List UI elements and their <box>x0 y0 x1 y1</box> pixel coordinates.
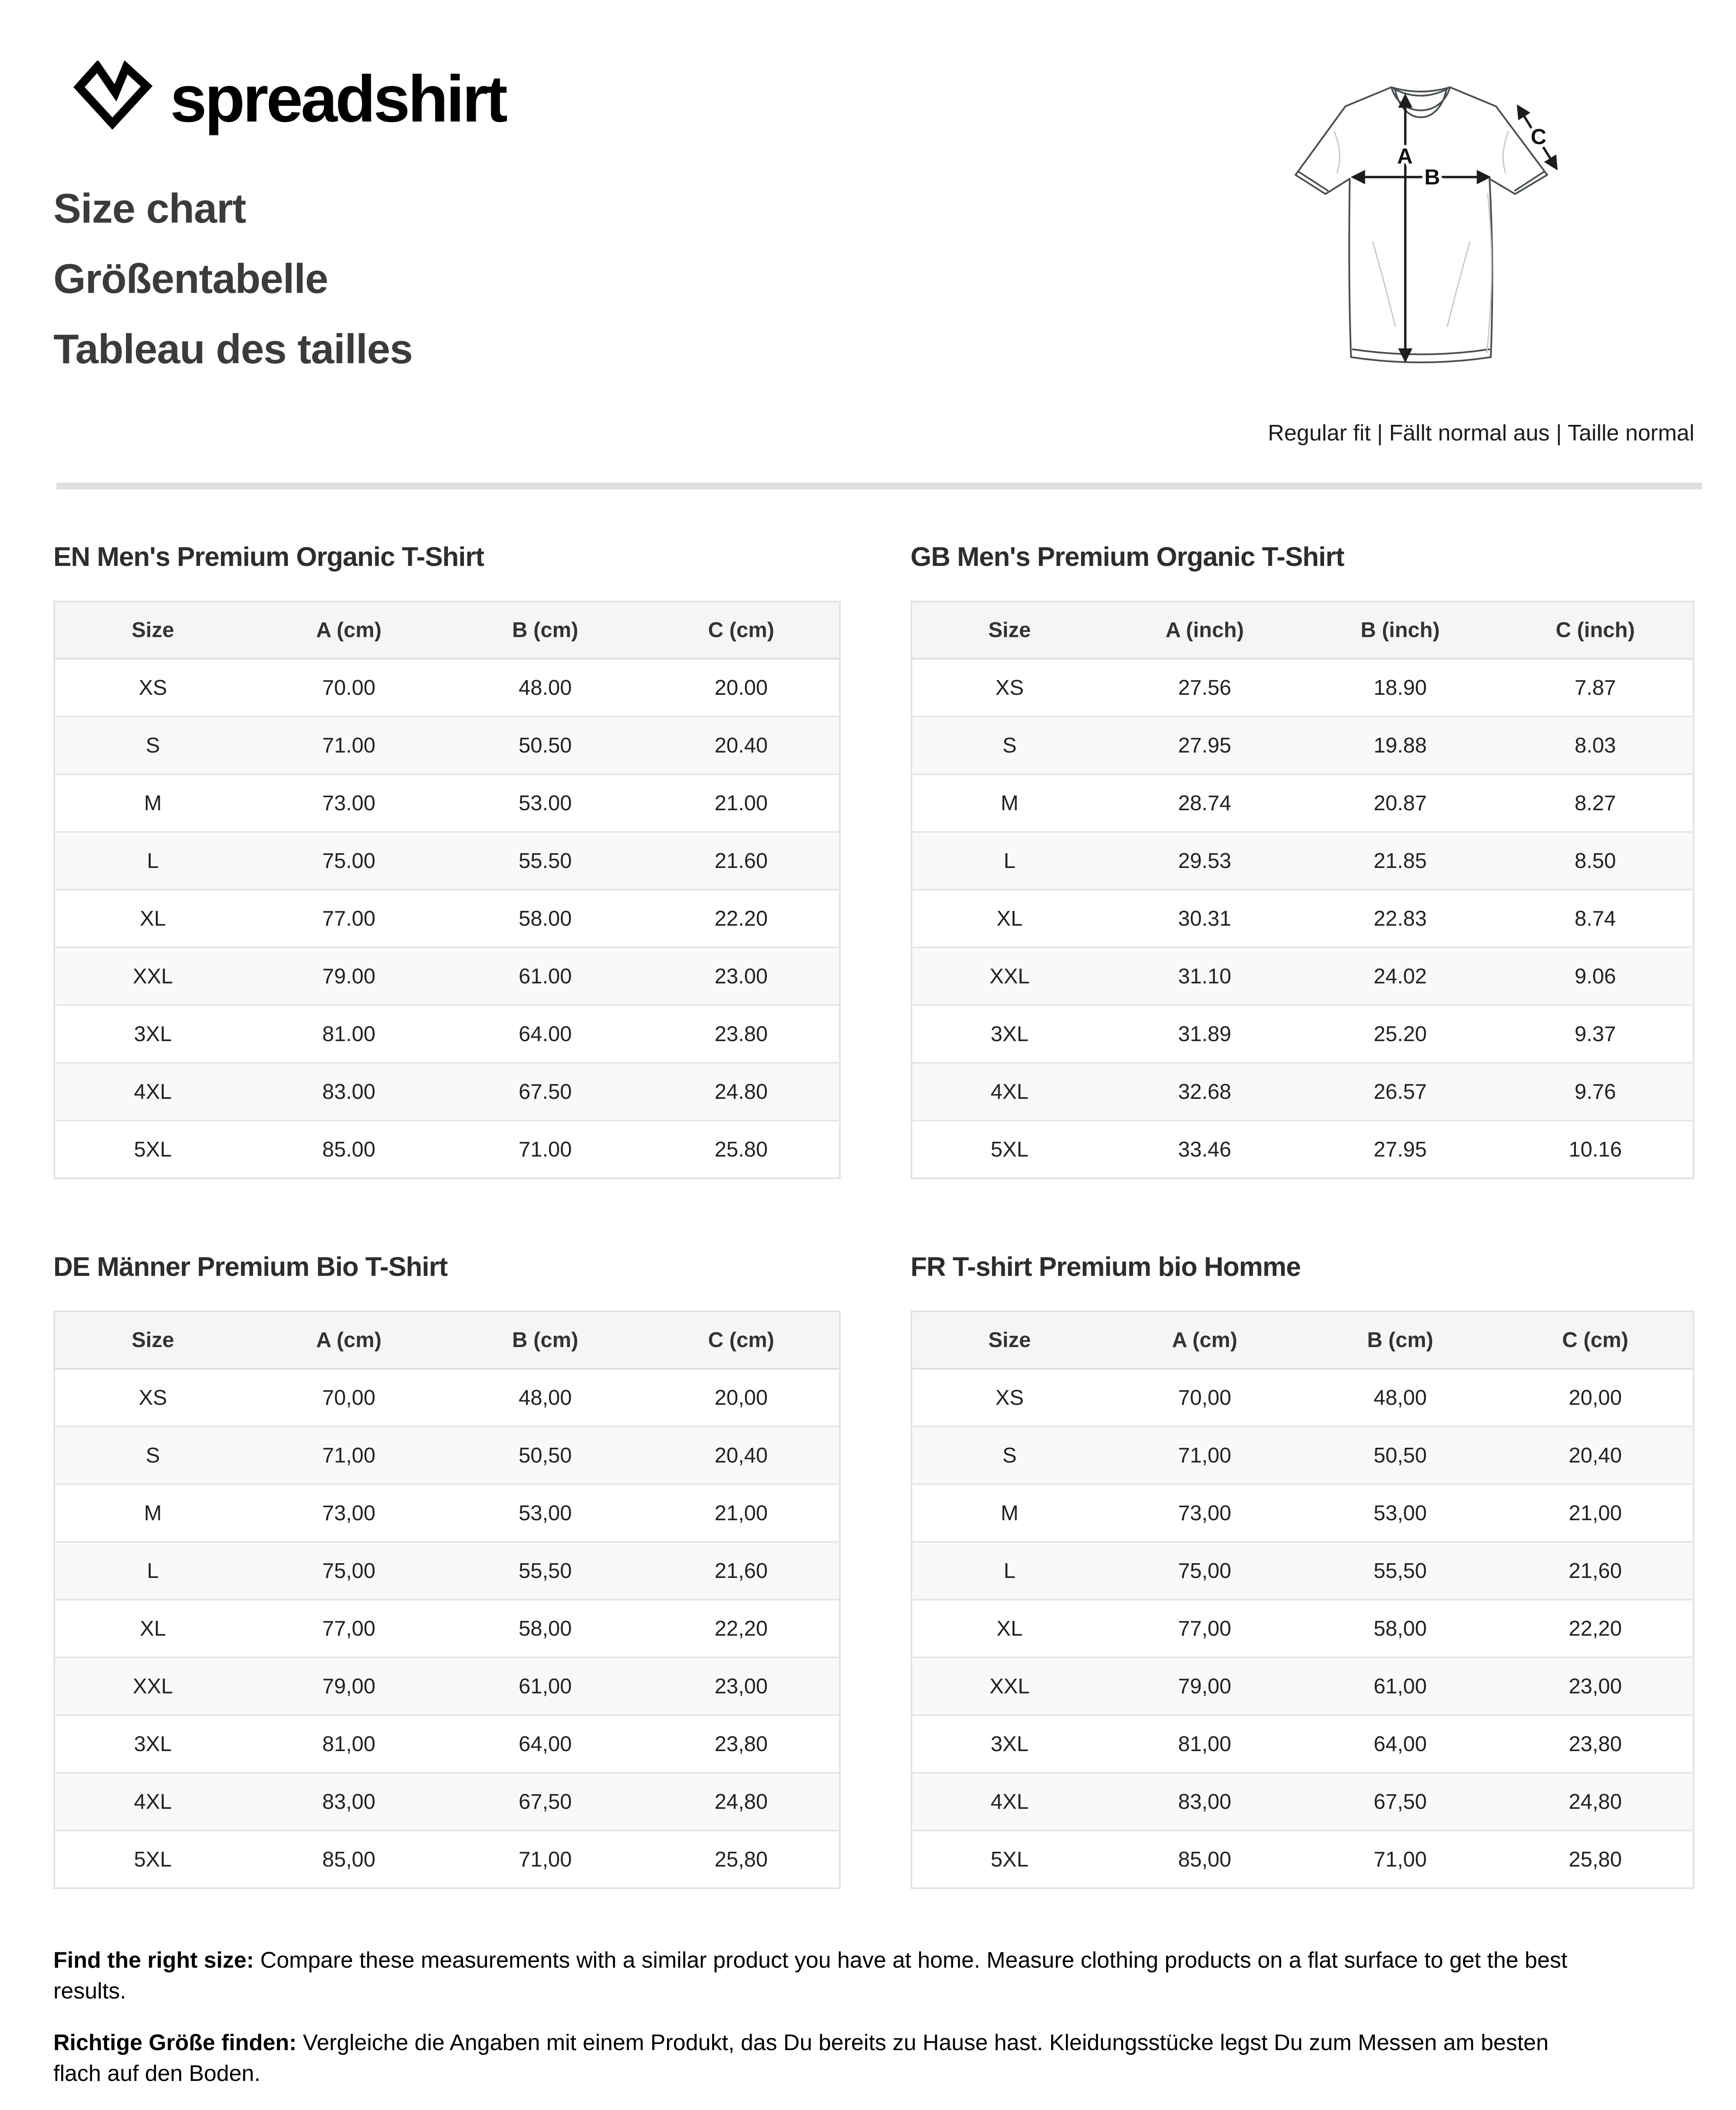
table-cell: 23,80 <box>1568 1732 1622 1756</box>
table-cell: S <box>145 733 160 757</box>
table-cell: 55.50 <box>518 849 572 873</box>
table-cell: 61,00 <box>518 1674 572 1698</box>
table-cell: 67,50 <box>1373 1790 1427 1814</box>
table-cell: 21.85 <box>1373 849 1427 873</box>
table-row <box>911 774 1693 832</box>
table-cell: 85,00 <box>322 1847 376 1871</box>
table-cell: 77,00 <box>1178 1617 1232 1640</box>
table-cell: 50,50 <box>1373 1443 1427 1467</box>
table-cell: 31.89 <box>1178 1022 1232 1046</box>
table-cell: 21.60 <box>714 849 768 873</box>
table-cell: 85,00 <box>1178 1847 1232 1871</box>
table-cell: XL <box>996 1617 1023 1640</box>
table-row <box>911 1600 1693 1657</box>
table-cell: 81,00 <box>322 1732 376 1756</box>
size-table-section-de <box>53 1252 841 1889</box>
table-title-de: DE Männer Premium Bio T-Shirt <box>53 1252 448 1282</box>
table-cell: 48.00 <box>518 676 572 700</box>
table-cell: 22,20 <box>714 1617 768 1640</box>
table-row <box>911 1831 1693 1888</box>
table-cell: 20,00 <box>1568 1386 1622 1410</box>
table-cell: XXL <box>132 964 173 988</box>
table-cell: 24,80 <box>714 1790 768 1814</box>
table-cell: 23,00 <box>1568 1674 1622 1698</box>
table-cell: 67.50 <box>518 1080 572 1104</box>
table-cell: 64.00 <box>518 1022 572 1046</box>
table-cell: XXL <box>132 1674 173 1698</box>
table-cell: 23.80 <box>714 1022 768 1046</box>
table-cell: 29.53 <box>1178 849 1232 873</box>
table-cell: 8.03 <box>1575 733 1616 757</box>
table-cell: 64,00 <box>1373 1732 1427 1756</box>
column-header: C (cm) <box>644 601 840 659</box>
table-header-row <box>911 1311 1693 1369</box>
table-cell: 25.80 <box>714 1137 768 1161</box>
column-header: Size <box>911 1311 1107 1369</box>
column-header: A (cm) <box>251 1311 447 1369</box>
table-cell: 79,00 <box>322 1674 376 1698</box>
table-cell: 5XL <box>134 1847 172 1871</box>
table-cell: 24.02 <box>1373 964 1427 988</box>
table-cell: 50.50 <box>518 733 572 757</box>
table-cell: S <box>1002 733 1017 757</box>
table-row <box>911 947 1693 1005</box>
table-cell: 81,00 <box>1178 1732 1232 1756</box>
sizing-help-de <box>53 2028 1572 2089</box>
table-cell: XL <box>140 1617 166 1640</box>
table-cell: 33.46 <box>1178 1137 1232 1161</box>
table-cell: 3XL <box>134 1732 172 1756</box>
table-row <box>911 1369 1693 1426</box>
table-cell: 77,00 <box>322 1617 376 1640</box>
table-cell: 32.68 <box>1178 1080 1232 1104</box>
table-cell: 83,00 <box>1178 1790 1232 1814</box>
table-row <box>54 1426 840 1484</box>
measurement-label-c: C <box>1530 125 1547 149</box>
table-cell: 75,00 <box>322 1559 376 1583</box>
table-cell: 79.00 <box>322 964 376 988</box>
table-cell: 23,00 <box>714 1674 768 1698</box>
section-divider <box>56 483 1702 490</box>
table-cell: 25.20 <box>1373 1022 1427 1046</box>
table-cell: 85.00 <box>322 1137 376 1161</box>
table-cell: 3XL <box>134 1022 172 1046</box>
table-cell: 71,00 <box>1373 1847 1427 1871</box>
table-cell: 30.31 <box>1178 907 1232 930</box>
table-cell: 24.80 <box>714 1080 768 1104</box>
table-cell: 27.95 <box>1178 733 1232 757</box>
size-table-section-en <box>53 542 841 1179</box>
size-table-fr <box>911 1311 1694 1889</box>
table-row <box>54 1121 840 1178</box>
column-header: A (cm) <box>1107 1311 1303 1369</box>
table-header-row <box>54 1311 840 1369</box>
table-row <box>54 1657 840 1715</box>
table-cell: 73.00 <box>322 791 376 815</box>
sizing-help-text <box>53 1945 1572 2110</box>
table-cell: 3XL <box>990 1022 1029 1046</box>
table-cell: 48,00 <box>1373 1386 1427 1410</box>
table-row <box>54 1542 840 1600</box>
table-cell: 31.10 <box>1178 964 1232 988</box>
table-cell: XXL <box>989 964 1030 988</box>
sizing-help-de-body: Vergleiche die Angaben mit einem Produkt, das Du bereits zu Hause hast. Kleidungsstücke legst Du zum Messen am besten flach auf den Boden. <box>53 2030 1549 2086</box>
table-cell: M <box>1000 791 1019 815</box>
table-row <box>54 1369 840 1426</box>
table-cell: 28.74 <box>1178 791 1232 815</box>
table-cell: L <box>1003 849 1016 873</box>
table-cell: 20.00 <box>714 676 768 700</box>
column-header: B (cm) <box>447 601 644 659</box>
table-cell: 27.95 <box>1373 1137 1427 1161</box>
table-cell: 50,50 <box>518 1443 572 1467</box>
table-cell: 8.50 <box>1575 849 1616 873</box>
table-cell: 70,00 <box>1178 1386 1232 1410</box>
column-header: B (cm) <box>1302 1311 1498 1369</box>
table-cell: XL <box>996 907 1023 930</box>
table-cell: XS <box>138 676 167 700</box>
table-cell: 21.00 <box>714 791 768 815</box>
table-cell: 70,00 <box>322 1386 376 1410</box>
table-cell: M <box>1000 1501 1019 1525</box>
table-cell: 5XL <box>990 1137 1029 1161</box>
page-title-group <box>53 174 413 385</box>
fit-note: Regular fit | Fällt normal aus | Taille normal <box>1268 421 1694 446</box>
table-cell: 10.16 <box>1568 1137 1622 1161</box>
table-row <box>911 1005 1693 1063</box>
table-cell: 53,00 <box>518 1501 572 1525</box>
column-header: B (inch) <box>1302 601 1498 659</box>
table-cell: 25,80 <box>1568 1847 1622 1871</box>
table-row <box>911 716 1693 774</box>
table-row <box>911 1773 1693 1831</box>
table-cell: 79,00 <box>1178 1674 1232 1698</box>
size-table-de <box>53 1311 841 1889</box>
table-cell: 58,00 <box>1373 1617 1427 1640</box>
table-row <box>911 1542 1693 1600</box>
table-row <box>54 1715 840 1773</box>
table-cell: 7.87 <box>1575 676 1616 700</box>
table-title-fr: FR T-shirt Premium bio Homme <box>911 1252 1301 1282</box>
table-cell: 8.27 <box>1575 791 1616 815</box>
sizing-help-en-lead: Find the right size: <box>53 1948 254 1973</box>
table-cell: XXL <box>989 1674 1030 1698</box>
table-row <box>911 890 1693 947</box>
table-cell: 23.00 <box>714 964 768 988</box>
table-row <box>911 1121 1693 1178</box>
page-title-de: Größentabelle <box>53 256 328 302</box>
table-row <box>54 832 840 890</box>
sizing-help-en <box>53 1945 1572 2007</box>
table-cell: 4XL <box>134 1790 172 1814</box>
table-cell: 48,00 <box>518 1386 572 1410</box>
table-cell: 22,20 <box>1568 1617 1622 1640</box>
measurement-label-b: B <box>1424 165 1440 189</box>
table-cell: XS <box>138 1386 167 1410</box>
table-cell: 23,80 <box>714 1732 768 1756</box>
column-header: Size <box>911 601 1107 659</box>
column-header: C (cm) <box>1498 1311 1694 1369</box>
column-header: Size <box>54 601 251 659</box>
table-cell: 19.88 <box>1373 733 1427 757</box>
table-cell: 20,00 <box>714 1386 768 1410</box>
table-cell: 83.00 <box>322 1080 376 1104</box>
table-cell: 58.00 <box>518 907 572 930</box>
table-cell: XS <box>995 1386 1024 1410</box>
table-cell: XL <box>140 907 166 930</box>
table-cell: 22.20 <box>714 907 768 930</box>
table-row <box>54 890 840 947</box>
table-row <box>54 659 840 716</box>
table-cell: 81.00 <box>322 1022 376 1046</box>
column-header: A (cm) <box>251 601 447 659</box>
table-cell: 20,40 <box>714 1443 768 1467</box>
table-row <box>911 1063 1693 1121</box>
size-table-section-gb <box>911 542 1694 1179</box>
table-cell: 75,00 <box>1178 1559 1232 1583</box>
table-cell: 18.90 <box>1373 676 1427 700</box>
table-cell: 20,40 <box>1568 1443 1622 1467</box>
table-cell: 20.40 <box>714 733 768 757</box>
table-cell: 71.00 <box>518 1137 572 1161</box>
table-cell: 61.00 <box>518 964 572 988</box>
table-cell: 9.06 <box>1575 964 1616 988</box>
table-cell: 75.00 <box>322 849 376 873</box>
table-cell: 5XL <box>990 1847 1029 1871</box>
table-cell: 73,00 <box>322 1501 376 1525</box>
table-cell: 24,80 <box>1568 1790 1622 1814</box>
table-title-gb: GB Men's Premium Organic T-Shirt <box>911 542 1345 572</box>
column-header: B (cm) <box>447 1311 644 1369</box>
spreadshirt-logo-icon <box>73 61 153 131</box>
table-row <box>54 1005 840 1063</box>
table-cell: 83,00 <box>322 1790 376 1814</box>
measurement-label-a: A <box>1397 144 1413 168</box>
size-table-en <box>53 601 841 1179</box>
table-cell: S <box>1002 1443 1017 1467</box>
size-table-gb <box>911 601 1694 1179</box>
table-row <box>54 1484 840 1542</box>
table-row <box>911 1484 1693 1542</box>
table-cell: 26.57 <box>1373 1080 1427 1104</box>
table-cell: 55,50 <box>518 1559 572 1583</box>
page-title-en: Size chart <box>53 185 246 232</box>
table-cell: XS <box>995 676 1024 700</box>
table-cell: L <box>1003 1559 1016 1583</box>
table-cell: 21,60 <box>714 1559 768 1583</box>
table-row <box>911 1657 1693 1715</box>
spreadshirt-logo-text: spreadshirt <box>170 62 506 136</box>
table-cell: 20.87 <box>1373 791 1427 815</box>
table-row <box>911 659 1693 716</box>
table-row <box>54 774 840 832</box>
column-header: C (inch) <box>1498 601 1694 659</box>
column-header: C (cm) <box>644 1311 840 1369</box>
table-row <box>54 1831 840 1888</box>
table-cell: 77.00 <box>322 907 376 930</box>
table-cell: 8.74 <box>1575 907 1616 930</box>
table-cell: 53.00 <box>518 791 572 815</box>
table-row <box>54 1600 840 1657</box>
table-cell: 25,80 <box>714 1847 768 1871</box>
table-cell: 61,00 <box>1373 1674 1427 1698</box>
table-cell: S <box>145 1443 160 1467</box>
table-cell: 21,00 <box>714 1501 768 1525</box>
sizing-help-en-body: Compare these measurements with a similar product you have at home. Measure clothing products on a flat surface to get the best results. <box>53 1948 1568 2004</box>
size-table-section-fr <box>911 1252 1694 1889</box>
table-cell: 58,00 <box>518 1617 572 1640</box>
table-row <box>54 1063 840 1121</box>
table-cell: 64,00 <box>518 1732 572 1756</box>
table-cell: M <box>144 1501 162 1525</box>
table-cell: 67,50 <box>518 1790 572 1814</box>
table-cell: 4XL <box>990 1080 1029 1104</box>
table-cell: 4XL <box>990 1790 1029 1814</box>
tshirt-outline <box>1295 87 1547 362</box>
table-cell: 5XL <box>134 1137 172 1161</box>
table-cell: 55,50 <box>1373 1559 1427 1583</box>
table-cell: 3XL <box>990 1732 1029 1756</box>
table-header-row <box>911 601 1693 659</box>
table-cell: 21,00 <box>1568 1501 1622 1525</box>
table-cell: 70.00 <box>322 676 376 700</box>
table-cell: 71,00 <box>518 1847 572 1871</box>
table-cell: 73,00 <box>1178 1501 1232 1525</box>
table-cell: 71,00 <box>1178 1443 1232 1467</box>
table-title-en: EN Men's Premium Organic T-Shirt <box>53 542 484 572</box>
table-row <box>911 832 1693 890</box>
table-cell: 53,00 <box>1373 1501 1427 1525</box>
table-cell: M <box>144 791 162 815</box>
table-cell: 21,60 <box>1568 1559 1622 1583</box>
table-cell: L <box>147 1559 159 1583</box>
table-cell: L <box>147 849 159 873</box>
column-header: A (inch) <box>1107 601 1303 659</box>
table-cell: 9.76 <box>1575 1080 1616 1104</box>
column-header: Size <box>54 1311 251 1369</box>
table-row <box>54 947 840 1005</box>
table-row <box>54 716 840 774</box>
table-cell: 27.56 <box>1178 676 1232 700</box>
table-row <box>911 1426 1693 1484</box>
tshirt-measurement-diagram <box>1292 83 1567 371</box>
table-cell: 71,00 <box>322 1443 376 1467</box>
table-cell: 9.37 <box>1575 1022 1616 1046</box>
table-cell: 4XL <box>134 1080 172 1104</box>
table-cell: 71.00 <box>322 733 376 757</box>
page-title-fr: Tableau des tailles <box>53 326 413 372</box>
table-header-row <box>54 601 840 659</box>
table-cell: 22.83 <box>1373 907 1427 930</box>
table-row <box>54 1773 840 1831</box>
table-row <box>911 1715 1693 1773</box>
sizing-help-de-lead: Richtige Größe finden: <box>53 2030 297 2055</box>
